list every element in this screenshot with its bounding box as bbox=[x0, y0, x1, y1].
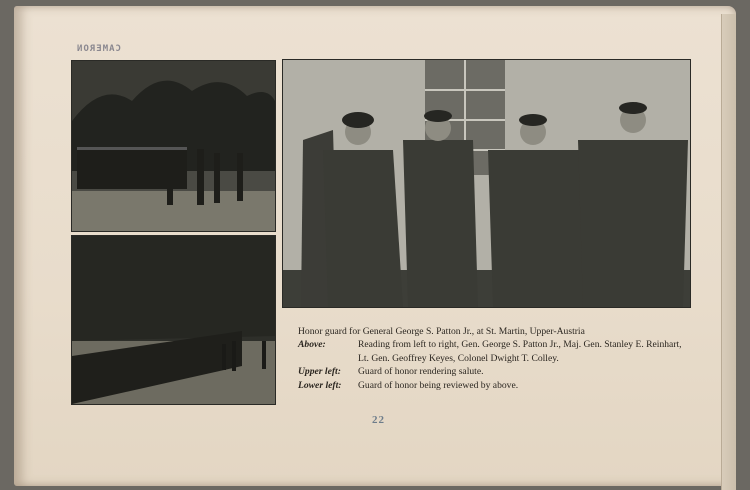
caption-row-above bbox=[298, 338, 688, 365]
caption-text: Reading from left to right, Gen. George S. Patton Jr., Maj. Gen. Stanley E. Reinhart, Lt. Gen. Geoffrey Keyes, Colonel Dwight T. Colley. bbox=[358, 339, 682, 364]
caption-row-upper-left bbox=[298, 365, 688, 378]
caption-label: Above: bbox=[298, 339, 326, 351]
caption-title: Honor guard for General George S. Patton Jr., at St. Martin, Upper-Austria bbox=[298, 326, 585, 337]
photo-caption bbox=[298, 325, 688, 392]
caption-text: Guard of honor being reviewed by above. bbox=[358, 379, 519, 391]
caption-row-lower-left bbox=[298, 379, 688, 392]
stamp-mark: CAMERON bbox=[76, 44, 121, 54]
caption-label: Upper left: bbox=[298, 366, 341, 378]
photo-main bbox=[282, 59, 691, 308]
caption-text: Guard of honor rendering salute. bbox=[358, 366, 484, 378]
page-number: 22 bbox=[372, 414, 385, 426]
caption-label: Lower left: bbox=[298, 379, 342, 391]
page-edge bbox=[721, 14, 736, 490]
photo-upper-left bbox=[71, 60, 276, 232]
photo-lower-left bbox=[71, 235, 276, 405]
